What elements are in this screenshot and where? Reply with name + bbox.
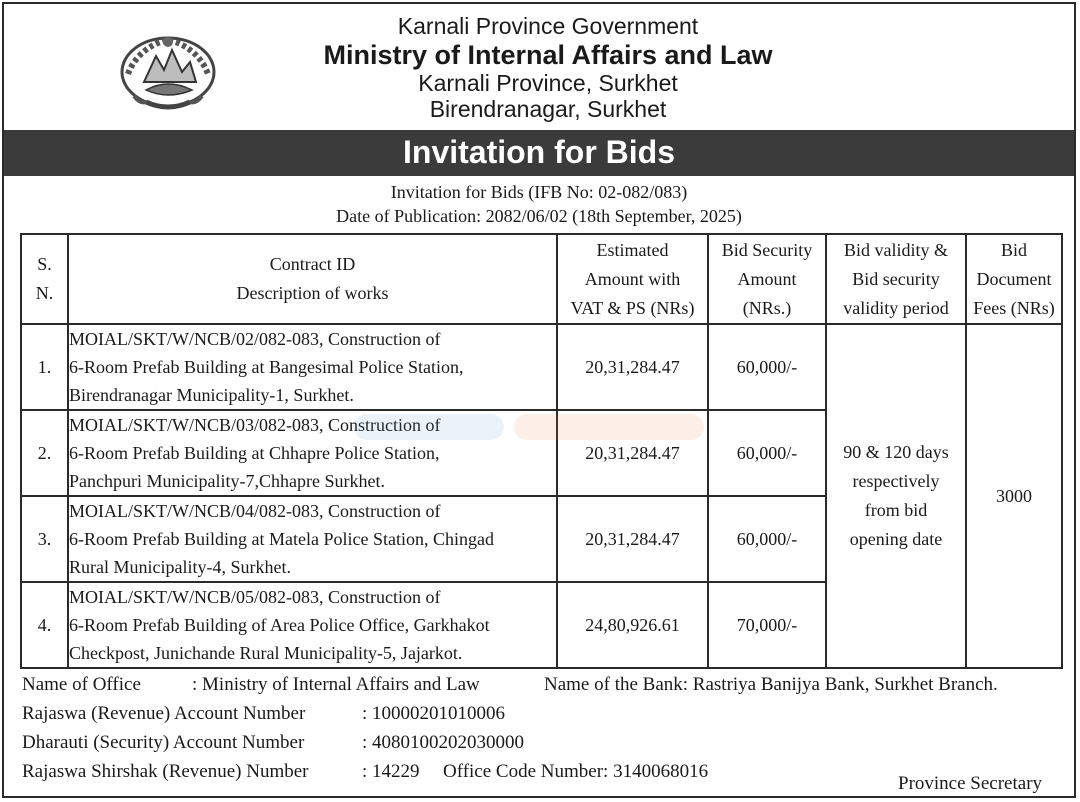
revenue-account-label: Rajaswa (Revenue) Account Number xyxy=(22,703,306,724)
row-security: 60,000/- xyxy=(708,496,826,582)
header-validity: Bid validity & Bid security validity period xyxy=(826,234,966,324)
office-label: Name of Office xyxy=(22,674,141,695)
ifb-number: Invitation for Bids (IFB No: 02-082/083) xyxy=(390,182,688,202)
table-row xyxy=(21,324,1062,410)
address-line-1: Karnali Province, Surkhet xyxy=(418,70,678,96)
row-security: 60,000/- xyxy=(708,324,826,410)
notice-header xyxy=(4,4,1074,132)
publication-date: Date of Publication: 2082/06/02 (18th September, 2025) xyxy=(336,206,742,226)
header-text-block xyxy=(248,12,848,122)
nepal-emblem-icon xyxy=(116,22,220,114)
ifb-info xyxy=(4,180,1074,228)
bank-name: Name of the Bank: Rastriya Banijya Bank, Surkhet Branch. xyxy=(544,674,998,695)
row-security: 60,000/- xyxy=(708,410,826,496)
ministry-name: Ministry of Internal Affairs and Law xyxy=(323,40,773,70)
row-description: MOIAL/SKT/W/NCB/04/082-083, Construction of 6-Room Prefab Building at Matela Police Station, Chingad Rural Municipality-4, Surkhet. xyxy=(68,496,557,582)
header-security: Bid Security Amount (NRs.) xyxy=(708,234,826,324)
row-description: MOIAL/SKT/W/NCB/02/082-083, Construction of 6-Room Prefab Building at Bangesimal Police Station, Birendranagar Municipality-1, Surkhet. xyxy=(68,324,557,410)
security-account-label: Dharauti (Security) Account Number xyxy=(22,732,305,753)
revenue-account-value: : 10000201010006 xyxy=(362,703,506,724)
validity-cell: 90 & 120 days respectively from bid opening date xyxy=(826,324,966,668)
security-account-value: : 4080100202030000 xyxy=(362,732,525,753)
header-contract: Contract ID Description of works xyxy=(68,234,557,324)
bids-table xyxy=(20,233,1063,669)
notice-frame xyxy=(2,2,1076,798)
row-estimate: 20,31,284.47 xyxy=(557,410,708,496)
row-estimate: 20,31,284.47 xyxy=(557,496,708,582)
row-sn: 2. xyxy=(21,410,68,496)
government-name: Karnali Province Government xyxy=(397,13,699,39)
row-description: MOIAL/SKT/W/NCB/05/082-083, Construction of 6-Room Prefab Building of Area Police Office, Garkhakot Checkpost, Junichande Rural Municipality-5, Jajarkot. xyxy=(68,582,557,668)
header-fees: Bid Document Fees (NRs) xyxy=(966,234,1062,324)
title-banner: Invitation for Bids xyxy=(4,130,1074,176)
row-sn: 1. xyxy=(21,324,68,410)
header-estimate: Estimated Amount with VAT & PS (NRs) xyxy=(557,234,708,324)
office-value: : Ministry of Internal Affairs and Law xyxy=(192,674,480,695)
row-description: MOIAL/SKT/W/NCB/03/082-083, Construction of 6-Room Prefab Building at Chhapre Police Station, Panchpuri Municipality-7,Chhapre Surkhet. xyxy=(68,410,557,496)
row-estimate: 24,80,926.61 xyxy=(557,582,708,668)
row-security: 70,000/- xyxy=(708,582,826,668)
header-sn: S. N. xyxy=(21,234,68,324)
row-sn: 4. xyxy=(21,582,68,668)
office-code: Office Code Number: 3140068016 xyxy=(443,761,709,782)
row-sn: 3. xyxy=(21,496,68,582)
fees-cell: 3000 xyxy=(966,324,1062,668)
row-estimate: 20,31,284.47 xyxy=(557,324,708,410)
signatory: Province Secretary xyxy=(898,773,1043,794)
table-header-row xyxy=(21,234,1062,324)
shirshak-value: : 14229 xyxy=(362,761,420,782)
address-line-2: Birendranagar, Surkhet xyxy=(429,96,667,122)
shirshak-label: Rajaswa Shirshak (Revenue) Number xyxy=(22,761,309,782)
